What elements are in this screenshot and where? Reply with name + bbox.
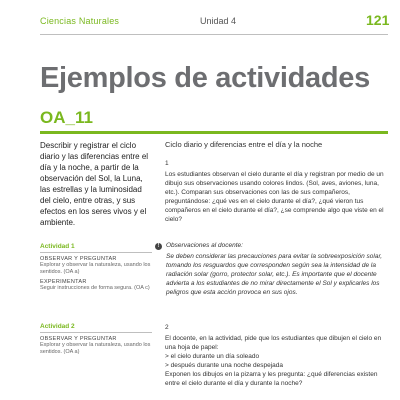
skill-text: Explorar y observar la naturaleza, usando los sentidos. (OA a) — [40, 262, 151, 275]
page-title: Ejemplos de actividades — [40, 62, 370, 94]
item-number: 1 — [165, 160, 169, 167]
teacher-notes-title: Observaciones al docente: — [166, 242, 243, 249]
item-2-block — [165, 324, 390, 388]
item-line: Exponen los dibujos en la pizarra y les pregunta: ¿qué diferencias existen entre el cielo durante el día y durante la noche? — [165, 371, 378, 387]
teacher-notes-text: Se deben considerar las precauciones para evitar la sobreexposición solar, tomando los resguardos que corresponden según sea la intensidad de la radiación solar (gorro, protector solar, etc.). Es importante que el docente advierta a los estudiantes de no mirar directamente el Sol y explicarles los peligros que esta acción provoca en sus ojos. — [166, 253, 383, 296]
activity-2-block — [40, 323, 152, 359]
item-text: Los estudiantes observan el cielo durante el día y registran por medio de un dibujo sus observaciones usando colores lindos. (Sol, aves, aviones, luna, etc.). Comparan sus observaciones con las de sus compañeros, preguntándose: ¿qué ves en el cielo durante el día?, ¿qué vieron tus compañeros en el cielo durante el día?, ¿se comprende algo que viste en el cielo? — [165, 171, 384, 223]
skill-text: Seguir instrucciones de forma segura. (OA c) — [40, 285, 150, 291]
activity-title: Actividad 2 — [40, 323, 75, 330]
item-line: > el cielo durante un día soleado — [165, 353, 260, 360]
oa-description-block — [40, 140, 150, 228]
header-divider — [40, 34, 388, 35]
item-1-block — [165, 160, 390, 224]
oa-code: OA_11 — [40, 108, 93, 127]
activity-1-block — [40, 243, 152, 295]
skill-heading: EXPERIMENTAR — [40, 279, 87, 285]
page-number: 121 — [366, 12, 390, 28]
item-line: El docente, en la actividad, pide que los estudiantes que dibujen el cielo en una hoja de papel: — [165, 335, 382, 351]
page-header — [0, 0, 400, 40]
subject-label: Ciencias Naturales — [40, 16, 120, 26]
item-number: 2 — [165, 324, 169, 331]
skill-heading: OBSERVAR Y PREGUNTAR — [40, 256, 117, 262]
section-title: Ciclo diario y diferencias entre el día y la noche — [165, 140, 323, 149]
skill-text: Explorar y observar la naturaleza, usando los sentidos. (OA a) — [40, 342, 151, 355]
activity-title: Actividad 1 — [40, 243, 75, 250]
skill-heading: OBSERVAR Y PREGUNTAR — [40, 336, 117, 342]
activity-divider — [40, 332, 152, 333]
activity-divider — [40, 252, 152, 253]
oa-divider — [40, 131, 388, 134]
oa-description: Describir y registrar el ciclo diario y las diferencias entre el día y la noche, a partir de la observación del Sol, la Luna, las estrellas y la luminosidad del cielo, entre otras, y sus efectos en los seres vivos y el ambiente. — [40, 141, 149, 227]
alert-icon: ! — [155, 243, 162, 250]
unit-label: Unidad 4 — [200, 16, 237, 26]
item-line: > después durante una noche despejada — [165, 362, 283, 369]
